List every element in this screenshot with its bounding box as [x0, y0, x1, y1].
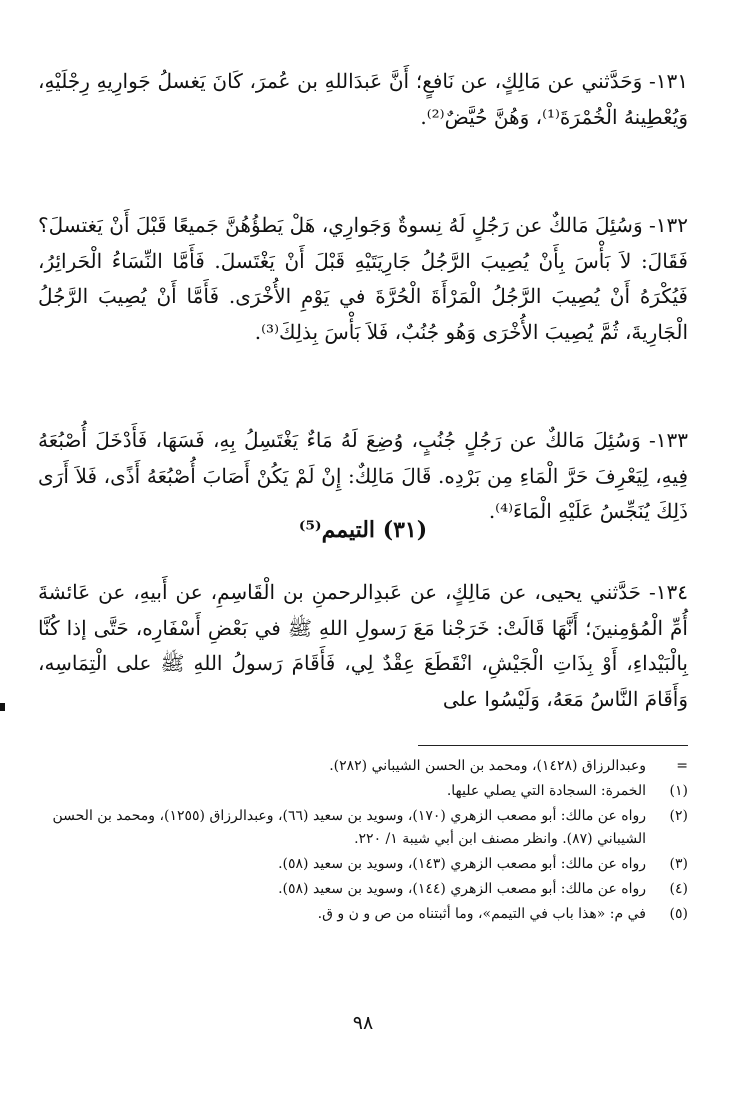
paragraph-134: ١٣٤- حَدَّثني يحيى، عن مَالِكٍ، عن عَبدِالرحمنِ بن الْقَاسِمِ، عن أَبيهِ، عن عَائشةَ أُمِّ الْمُؤمِنينَ؛ أَنَّهَا قَالَتْ: خَرَجْنا مَعَ رَسولِ اللهِ ﷺ في بَعْضِ أَسْفَارِه، حَتَّى إذا كُنَّا بِالْبَيْداءِ، أَوْ بِذَاتِ الْجَيْشِ، انْقَطَعَ عِقْدٌ لِي، فَأَقَامَ رَسولُ اللهِ ﷺ على الْتِمَاسِه، وَأَقَامَ النَّاسُ مَعَهُ، وَلَيْسُوا على: [38, 580, 688, 711]
footnote-mark: (٢): [669, 808, 688, 824]
scan-margin-mark: [0, 703, 5, 711]
footnote-2: [38, 805, 688, 851]
footnote-mark: (٣): [669, 856, 688, 872]
footnote-text: رواه عن مالك: أبو مصعب الزهري (١٧٠)، وسويد بن سعيد (٦٦)، وعبدالرزاق (١٢٥٥)، ومحمد بن الحسن الشيباني (٨٧). وانظر مصنف ابن أبي شيبة ١/ ٢٢٠.: [52, 808, 646, 847]
footnotes-list: [38, 755, 688, 928]
footnote-4: [38, 878, 688, 901]
footnote-3: [38, 853, 688, 876]
footnote-text: الخمرة: السجادة التي يصلي عليها.: [446, 783, 646, 799]
footnote-mark: (٥): [669, 906, 688, 922]
paragraph-132: ١٣٢- وَسُئِلَ مَالكٌ عن رَجُلٍ لَهُ نِسوةٌ وَجَوارِي، هَلْ يَطؤُهُنَّ جَميعًا قَبْلَ أَنْ يَغتسلَ؟ فَقَالَ: لاَ بَأْسَ بِأَنْ يُصِيبَ الرَّجُلُ جَارِيَتَيْهِ قَبْلَ أَنْ يَغْتَسلَ. فَأَمَّا النِّسَاءُ الْحَرائِرُ، فَيُكْرَهُ أَنْ يُصِيبَ الرَّجُلُ الْمَرْأَةَ الْحُرَّةَ في يَوْمِ الأُخْرَى. فَأَمَّا أَنْ يُصِيبَ الرَّجُلُ الْجَارِيةَ، ثُمَّ يُصِيبَ الأُخْرَى وَهُو جُنُبٌ، فَلاَ بَأْسَ بِذلِكَ⁽³⁾.: [38, 213, 688, 344]
footnote-separator: [418, 745, 688, 746]
footnote-1: [38, 780, 688, 803]
footnote-mark: (٤): [669, 881, 688, 897]
chapter-title: (٣١) التيمم⁽⁵⁾: [298, 517, 428, 543]
paragraph-133: ١٣٣- وَسُئِلَ مَالكٌ عن رَجُلٍ جُنُبٍ، وُضِعَ لَهُ مَاءٌ يَغْتَسِلُ بِهِ، فَسَهَا، فَأَدْخَلَ أُصْبُعَهُ فِيهِ، لِيَعْرِفَ حَرَّ الْمَاءِ مِن بَرْدِه. قَالَ مَالِكٌ: إِنْ لَمْ يَكُنْ أَصَابَ أُصْبُعَهُ أَذًى، فَلاَ أَرَى ذَلِكَ يُنَجِّسُ عَلَيْهِ الْمَاءَ⁽⁴⁾.: [38, 428, 688, 523]
footnote-text: رواه عن مالك: أبو مصعب الزهري (١٤٤)، وسويد بن سعيد (٥٨).: [278, 881, 646, 897]
footnote-continuation: [38, 755, 688, 778]
paragraph-131: ١٣١- وَحَدَّثني عن مَالِكٍ، عن نَافعٍ؛ أَنَّ عَبدَاللهِ بن عُمرَ، كَانَ يَغسلُ جَوارِيهِ رِجْلَيْهِ، وَيُعْطِينهُ الْخُمْرَةَ⁽¹⁾، وَهُنَّ حُيَّضٌ⁽²⁾.: [38, 69, 688, 129]
footnote-mark: (١): [669, 783, 688, 799]
page-number: ٩٨: [352, 1012, 374, 1034]
footnote-text: وعبدالرزاق (١٤٢٨)، ومحمد بن الحسن الشيباني (٢٨٢).: [329, 758, 646, 774]
footnote-5: [38, 903, 688, 926]
footnote-text: في م: «هذا باب في التيمم»، وما أثبتناه من ص و ن و ق.: [317, 906, 646, 922]
footnote-text: رواه عن مالك: أبو مصعب الزهري (١٤٣)، وسويد بن سعيد (٥٨).: [278, 856, 646, 872]
footnote-mark: =: [676, 758, 688, 774]
book-page: [38, 60, 688, 1060]
